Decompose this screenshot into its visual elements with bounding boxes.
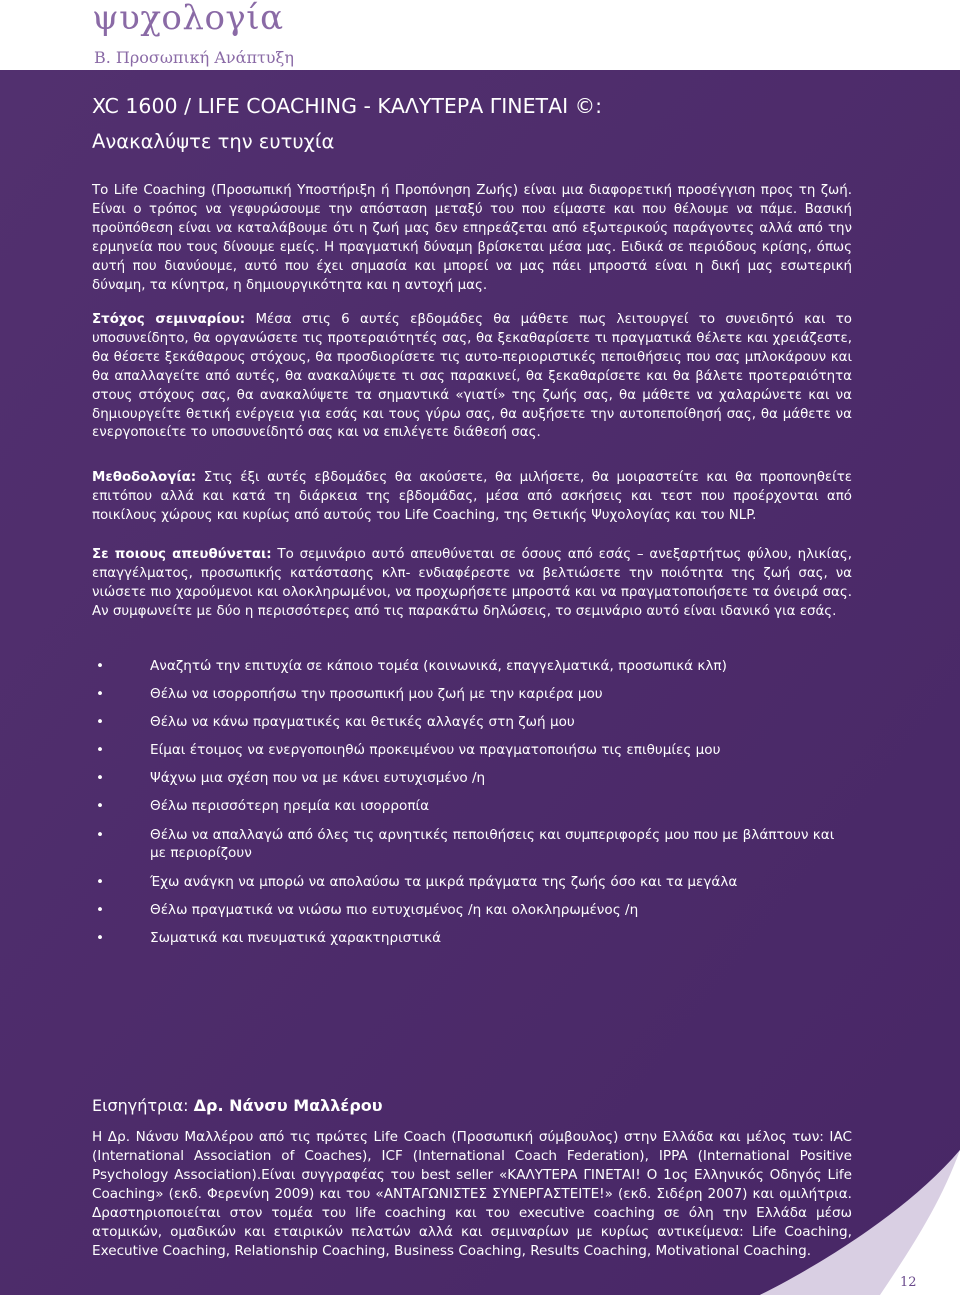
list-item (92, 657, 852, 676)
list-item-text: Έχω ανάγκη να μπορώ να απολαύσω τα μικρά πράγματα της ζωής όσο και τα μεγάλα (150, 873, 738, 890)
bullet-icon: • (96, 742, 105, 759)
page-number: 12 (900, 1275, 917, 1290)
list-item (92, 713, 852, 732)
methodology-label: Μεθοδολογία: (92, 470, 197, 485)
list-item-text: Θέλω να ισορροπήσω την προσωπική μου ζωή με την καριέρα μου (150, 686, 603, 703)
list-item (92, 901, 852, 920)
bullet-icon: • (96, 798, 105, 815)
methodology-paragraph (92, 469, 852, 526)
goal-label: Στόχος σεμιναρίου: (92, 312, 246, 327)
list-item-text: Θέλω πραγματικά να νιώσω πιο ευτυχισμένος /η και ολοκληρωμένος /η (150, 901, 639, 918)
list-item-text: Ψάχνω μια σχέση που να με κάνει ευτυχισμένο /η (150, 770, 486, 787)
audience-label: Σε ποιους απευθύνεται: (92, 547, 272, 562)
bullet-icon: • (96, 686, 105, 703)
goal-text: Μέσα στις 6 αυτές εβδομάδες θα μάθετε πως λειτουργεί το συνειδητό και το υποσυνείδητο, θα οργανώσετε τις προτεραιότητές σας, θα ξεκαθαρίσετε τι πραγματικά θέλετε και χρειάζεστε, θα θέσετε ξεκάθαρους στόχους, θα προσδιορίσετε τις αυτο-περιοριστικές πεποιθήσεις που σας μπλοκάρουν και θα απαλλαγείτε από αυτές, θα ανακαλύψετε τι σας παρακινεί, θα ξεκαθαρίσετε και θα βάλετε προτεραιότητα στους στόχους σας, θα ανακαλύψετε τα σημαντικά «γιατί» της ζωής σας, θα μάθετε να χαλαρώνετε και να δημιουργείτε θετική ενέργεια για εσάς και τους γύρω σας, θα αυξήσετε την αυτοπεποίθησή σας, θα μάθετε να ενεργοποιείτε το υποσυνείδητό σας και να επιλέγετε διάθεσή σας. (92, 312, 852, 441)
section-header-title: ψυχολογία (92, 0, 284, 38)
statements-list (92, 657, 852, 957)
bullet-icon: • (96, 658, 105, 674)
list-item-text: Αναζητώ την επιτυχία σε κάποιο τομέα (κοινωνικά, επαγγελματικά, προσωπικά κλπ) (150, 658, 727, 674)
section-header-subtitle: Β. Προσωπική Ανάπτυξη (94, 48, 294, 67)
list-item-text: Θέλω να απαλλαγώ από όλες τις αρνητικές πεποιθήσεις και συμπεριφορές μου που με βλάπτουν και με περιορίζουν (150, 826, 835, 862)
list-item (92, 741, 852, 760)
audience-paragraph (92, 546, 852, 622)
bullet-icon: • (96, 901, 105, 918)
speaker-line (92, 1096, 383, 1115)
list-item (92, 769, 852, 788)
list-item (92, 826, 852, 864)
goal-paragraph (92, 311, 852, 443)
list-item-text: Θέλω να κάνω πραγματικές και θετικές αλλαγές στη ζωή μου (150, 714, 575, 731)
list-item-text: Σωματικά και πνευματικά χαρακτηριστικά (150, 929, 442, 946)
list-item (92, 873, 852, 892)
list-item (92, 929, 852, 948)
speaker-label: Εισηγήτρια: (92, 1096, 189, 1115)
list-item-text: Είμαι έτοιμος να ενεργοποιηθώ προκειμένου να πραγματοποιήσω τις επιθυμίες μου (150, 742, 721, 759)
bullet-icon: • (96, 770, 105, 787)
course-title: XC 1600 / LIFE COACHING - ΚΑΛΥΤΕΡΑ ΓΙΝΕΤΑΙ ©: (92, 94, 603, 118)
bullet-icon: • (96, 714, 105, 731)
audience-text: Το σεμινάριο αυτό απευθύνεται σε όσους από εσάς – ανεξαρτήτως φύλου, ηλικίας, επαγγέλματος, προσωπικής κατάστασης κλπ- ενδιαφέρεστε να βελτιώσετε την ποιότητα της ζωή σας, να νιώσετε πιο χαρούμενοι και ολοκληρωμένοι, να προχωρήσετε μπροστά και να πραγματοποιήσετε τα όνειρά σας. Αν συμφωνείτε με δύο η περισσότερες από τις παρακάτω δηλώσεις, το σεμινάριο αυτό είναι ιδανικό για εσάς. (92, 547, 852, 619)
intro-paragraph: Το Life Coaching (Προσωπική Υποστήριξη ή Προπόνηση Ζωής) είναι μια διαφορετική προσέγγιση προς τη ζωή. Είναι ο τρόπος να γεφυρώσουμε την απόσταση μεταξύ του που είμαστε και που θέλουμε να πάμε. Βασική προϋπόθεση είναι να καταλάβουμε ότι η ζωή μας δεν επηρεάζεται από εξωτερικούς παράγοντες αλλά από την ερμηνεία που τους δίνουμε εμείς. Η πραγματική δύναμη βρίσκεται μέσα μας. Ειδικά σε περιόδους κρίσης, όπως αυτή που διανύουμε, αυτό που έχει σημασία και μπορεί να μας πάει μπροστά είναι η δική μας εσωτερική δύναμη, τα κίνητρα, η δημιουργικότητα και η αντοχή μας. (92, 183, 852, 293)
list-item-text: Θέλω περισσότερη ηρεμία και ισορροπία (150, 798, 430, 815)
speaker-bio: Η Δρ. Νάνσυ Μαλλέρου από τις πρώτες Life Coach (Προσωπική σύμβουλος) στην Ελλάδα και μέλος των: IAC (International Association of Coaches), ICF (International Coach Federation), IPPA (International Positive Psychology Association).Είναι συγγραφέας του best seller «ΚΑΛΥΤΕΡΑ ΓΙΝΕΤΑΙ! Ο 1ος Ελληνικός Οδηγός Life Coaching» (εκδ. Φερενίνη 2009) και του «ΑΝΤΑΓΩΝΙΣΤΕΣ ΣΥΝΕΡΓΑΣΤΕΙΤΕ!» (εκδ. Σιδέρη 2007) και ομιλήτρια. Δραστηριοποιείται στον τομέα του life coaching και του executive coaching σε όλη την Ελλάδα μέσω ατομικών, ομαδικών και εταιρικών πελατών αλλά και σεμιναρίων με κυρίως αντικείμενα: Life Coaching, Executive Coaching, Relationship Coaching, Business Coaching, Results Coaching, Motivational Coaching. (92, 1129, 852, 1259)
course-subtitle: Ανακαλύψτε την ευτυχία (92, 130, 335, 153)
bullet-icon: • (96, 826, 105, 843)
list-item (92, 797, 852, 816)
speaker-name: Δρ. Νάνσυ Μαλλέρου (193, 1096, 383, 1115)
bullet-icon: • (96, 929, 105, 946)
bullet-icon: • (96, 873, 105, 890)
list-item (92, 685, 852, 704)
methodology-text: Στις έξι αυτές εβδομάδες θα ακούσετε, θα μιλήσετε, θα μοιραστείτε και θα προπονηθείτε επιτόπου αλλά και κατά τη διάρκεια της εβδομάδας, μέσα από ασκήσεις και τεστ που προέρχονται από ποικίλους χώρους και κυρίως από αυτούς του Life Coaching, της Θετικής Ψυχολογίας και του NLP. (92, 470, 852, 523)
